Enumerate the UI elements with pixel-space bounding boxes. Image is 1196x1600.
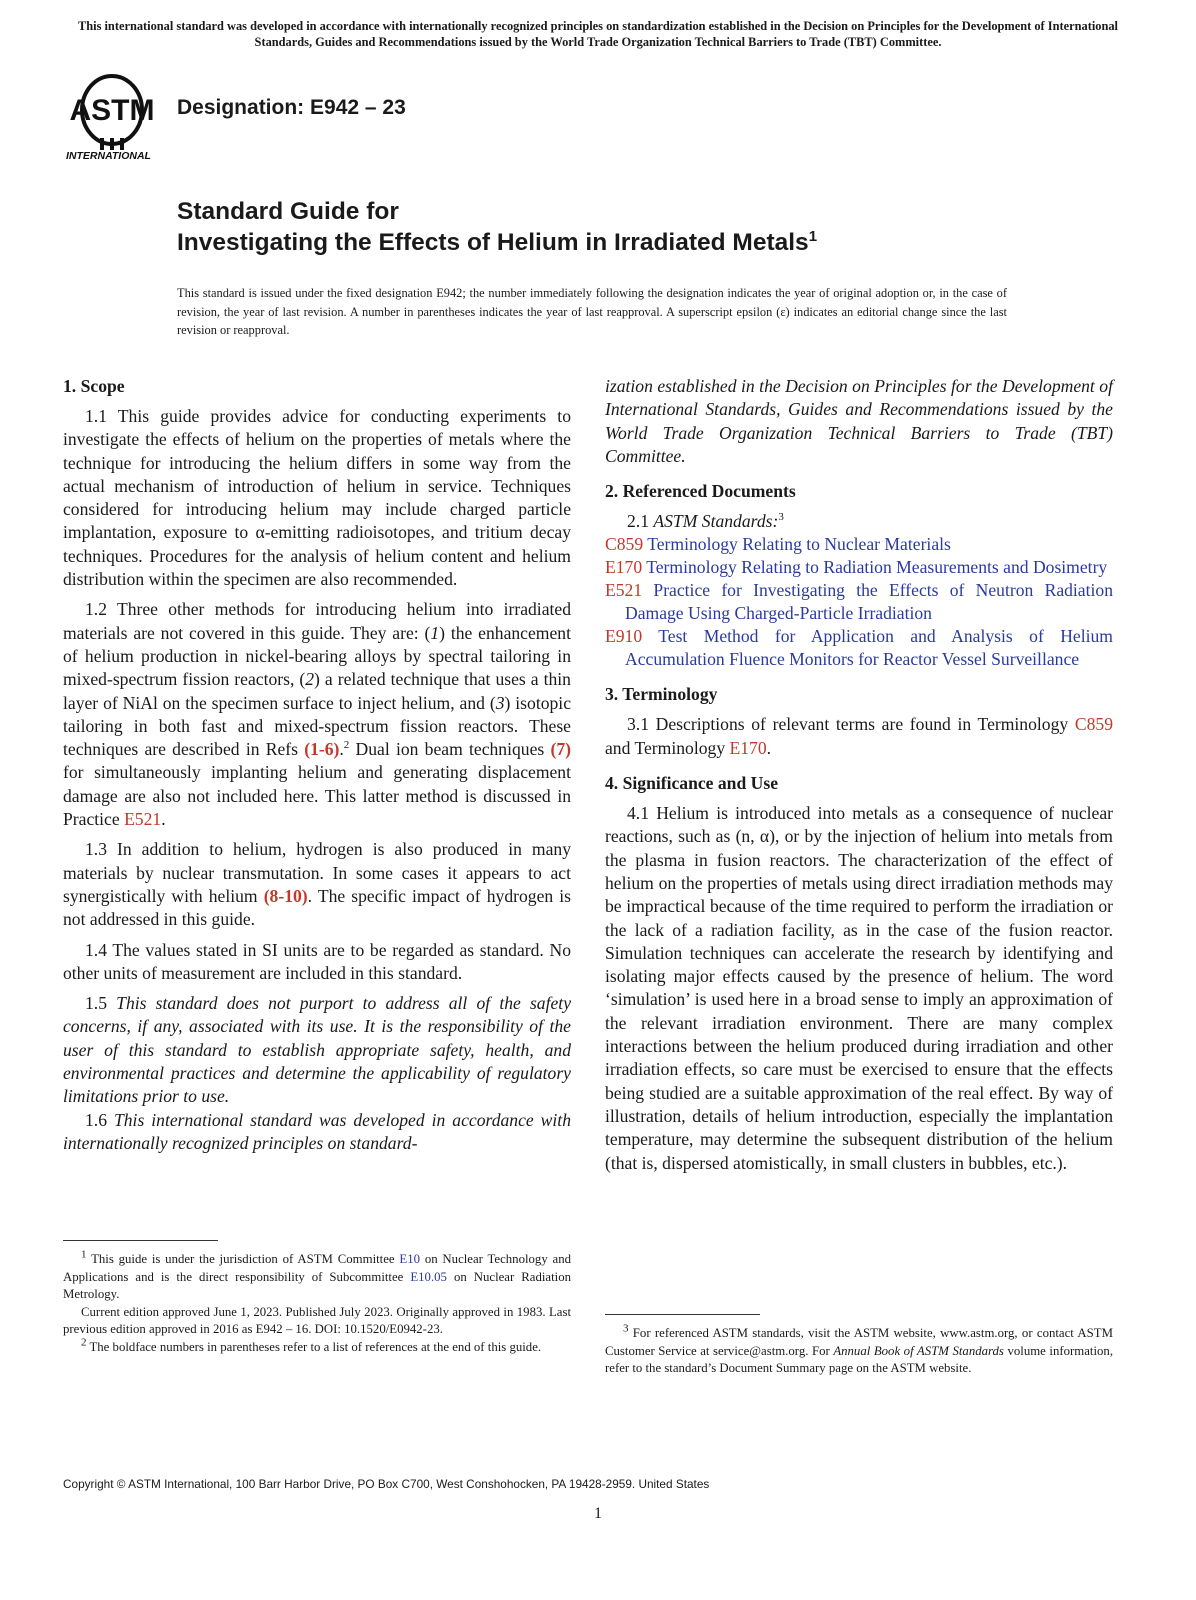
title-line-1: Standard Guide for — [177, 198, 399, 225]
para-1-4: 1.4 The values stated in SI units are to be regarded as standard. No other units of measurement are included in this standard. — [63, 939, 571, 983]
title-line-2: Investigating the Effects of Helium in Irradiated Metals — [177, 229, 809, 256]
link-c859[interactable]: C859 — [1074, 714, 1113, 735]
para-1-6: 1.6 This international standard was developed in accordance with internationally recognized principles on standard- — [63, 1109, 571, 1153]
para-1-3: 1.3 In addition to helium, hydrogen is also produced in many materials by nuclear transmutation. In some cases it appears to act synergistically with helium (8-10). The specific impact of hydrogen is not addressed in this guide. — [63, 839, 571, 930]
link-e170[interactable]: E170 — [729, 737, 767, 758]
issuance-note: This standard is issued under the fixed designation E942; the number immediately following the designation indicates the year of original adoption or, in the case of revision, the year of last revision. A number in parentheses indicates the year of last reapproval. A superscript epsilon (ε) indicates an editorial change since the last revision or reapproval. — [177, 286, 1007, 337]
para-4-1: 4.1 Helium is introduced into metals as a consequence of nuclear reactions, such as (n, α), or by the injection of helium into metals from the plasma in fusion reactors. The characterization of the effect of helium on the properties of metals using direct irradiation methods may be impractical because of the time required to perform the irradiation or the lack of a radiation facility, as in the case of the fusion reactor. Simulation techniques can accelerate the research by identifying and isolating major effects caused by the presence of helium. The word ‘simulation’ is used here in a broad sense to imply an approximation of the relevant irradiation environment. There are many complex interactions between the helium produced during irradiation and other irradiation effects, so care must be exercised to ensure that the effects being studied are a suitable approximation of the real effect. By way of illustration, details of helium introduction, especially the implantation temperature, may determine the subsequent distribution of the helium (that is, dispersed atomistically, in small clusters in bubbles, etc.). — [605, 803, 1113, 1173]
ref-link-8-10[interactable]: (8-10) — [263, 885, 308, 906]
ref-item-e910[interactable]: E910 Test Method for Application and Analysis of Helium Accumulation Fluence Monitors for Reactor Vessel Surveillance — [605, 626, 1113, 670]
ref-link-7[interactable]: (7) — [550, 739, 571, 760]
copyright-notice: Copyright © ASTM International, 100 Barr Harbor Drive, PO Box C700, West Conshohocken, PA 19428-2959. United States — [63, 1477, 710, 1491]
footnote-marker-3: 3 — [778, 511, 784, 524]
para-3-1: 3.1 Descriptions of relevant terms are found in Terminology C859 and Terminology E170. — [605, 714, 1113, 758]
ref-link-1-6[interactable]: (1-6) — [304, 739, 340, 760]
para-2-1: 2.1 ASTM Standards:$^3$ — [627, 511, 784, 532]
section-4-heading: 4. Significance and Use — [605, 773, 779, 794]
ref-item-e170[interactable]: E170 Terminology Relating to Radiation Measurements and Dosimetry — [605, 557, 1108, 578]
astm-logo — [64, 72, 166, 164]
link-e521[interactable]: E521 — [124, 809, 162, 830]
footnote-1: $^1$ This guide is under the jurisdiction of ASTM Committee E10 on Nuclear Technology and Applications and is the direct responsibility of Subcommittee E10.05 on Nuclear Radiation Metrology. — [63, 1248, 571, 1301]
section-2-heading: 2. Referenced Documents — [605, 481, 796, 502]
wto-notice: This international standard was developed in accordance with internationally recognized principles on standardization established in the Decision on Principles for the Development of International Standards, Guides and Recommendations issued by the World Trade Organization Technical Barriers to Trade (TBT) Committee. — [77, 19, 1119, 49]
link-e10[interactable]: E10 — [399, 1252, 421, 1266]
para-1-6-cont: ization established in the Decision on Principles for the Development of International Standards, Guides and Recommendations issued by the World Trade Organization Technical Barriers to Trade (TBT) Committee. — [605, 376, 1113, 466]
footnote-2: $^2$ The boldface numbers in parentheses refer to a list of references at the end of this guide. — [81, 1336, 542, 1354]
para-1-5: 1.5 This standard does not purport to address all of the safety concerns, if any, associated with its use. It is the responsibility of the user of this standard to establish appropriate safety, health, and environmental practices and determine the applicability of regulatory limitations prior to use. — [63, 993, 572, 1107]
link-e10-05[interactable]: E10.05 — [410, 1269, 447, 1284]
ref-item-e521[interactable]: E521 Practice for Investigating the Effects of Neutron Radiation Damage Using Charged-Particle Irradiation — [605, 580, 1113, 624]
logo-international: INTERNATIONAL — [66, 150, 151, 162]
logo-letters: ASTM — [69, 94, 155, 127]
page-number: 1 — [594, 1505, 602, 1522]
footnote-1-edition: Current edition approved June 1, 2023. Published July 2023. Originally approved in 1983. Last previous edition approved in 2016 as E942 – 16. DOI: 10.1520/E0942-23. — [63, 1304, 571, 1336]
section-3-heading: 3. Terminology — [605, 684, 718, 705]
ref-item-c859[interactable]: C859 Terminology Relating to Nuclear Materials — [605, 534, 951, 555]
designation: Designation: E942 – 23 — [177, 96, 406, 119]
section-1-heading: 1. Scope — [63, 376, 125, 396]
title-footnote-marker: 1 — [808, 227, 818, 245]
left-column — [63, 375, 571, 1162]
right-column — [605, 375, 1113, 1182]
footnote-marker-2: 2 — [343, 739, 350, 752]
footnotes-left — [63, 1240, 571, 1356]
para-1-1: 1.1 This guide provides advice for conducting experiments to investigate the effects of helium on the properties of metals where the technique for introducing the helium differs in some way from the actual mechanism of introduction of helium in service. Techniques considered for introducing helium may include charged particle implantation, exposure to α-emitting radioisotopes, and tritium decay techniques. Procedures for the analysis of helium content and helium distribution within the specimen are also recommended. — [63, 406, 571, 590]
document-title — [177, 196, 817, 258]
para-1-2: 1.2 Three other methods for introducing helium into irradiated materials are not covered in this guide. They are: (1) the enhancement of helium production in nickel-bearing alloys by spectral tailoring in mixed-spectrum fission reactors, (2) a related technique that uses a thin layer of NiAl on the specimen surface to inject helium, and (3) isotopic tailoring in both fast and mixed-spectrum fission reactors. These techniques are described in Refs (1-6).$^2$ Dual ion beam techniques (7) for simultaneously implanting helium and generating displacement damage are also not included here. This latter method is discussed in Practice E521. — [63, 599, 572, 830]
referenced-standards-list — [605, 533, 1113, 671]
footnotes-right — [605, 1314, 1113, 1378]
footnote-3: $^3$ For referenced ASTM standards, visit the ASTM website, www.astm.org, or contact ASTM Customer Service at service@astm.org. For Annual Book of ASTM Standards volume information, refer to the standard’s Document Summary page on the ASTM website. — [605, 1322, 1114, 1375]
